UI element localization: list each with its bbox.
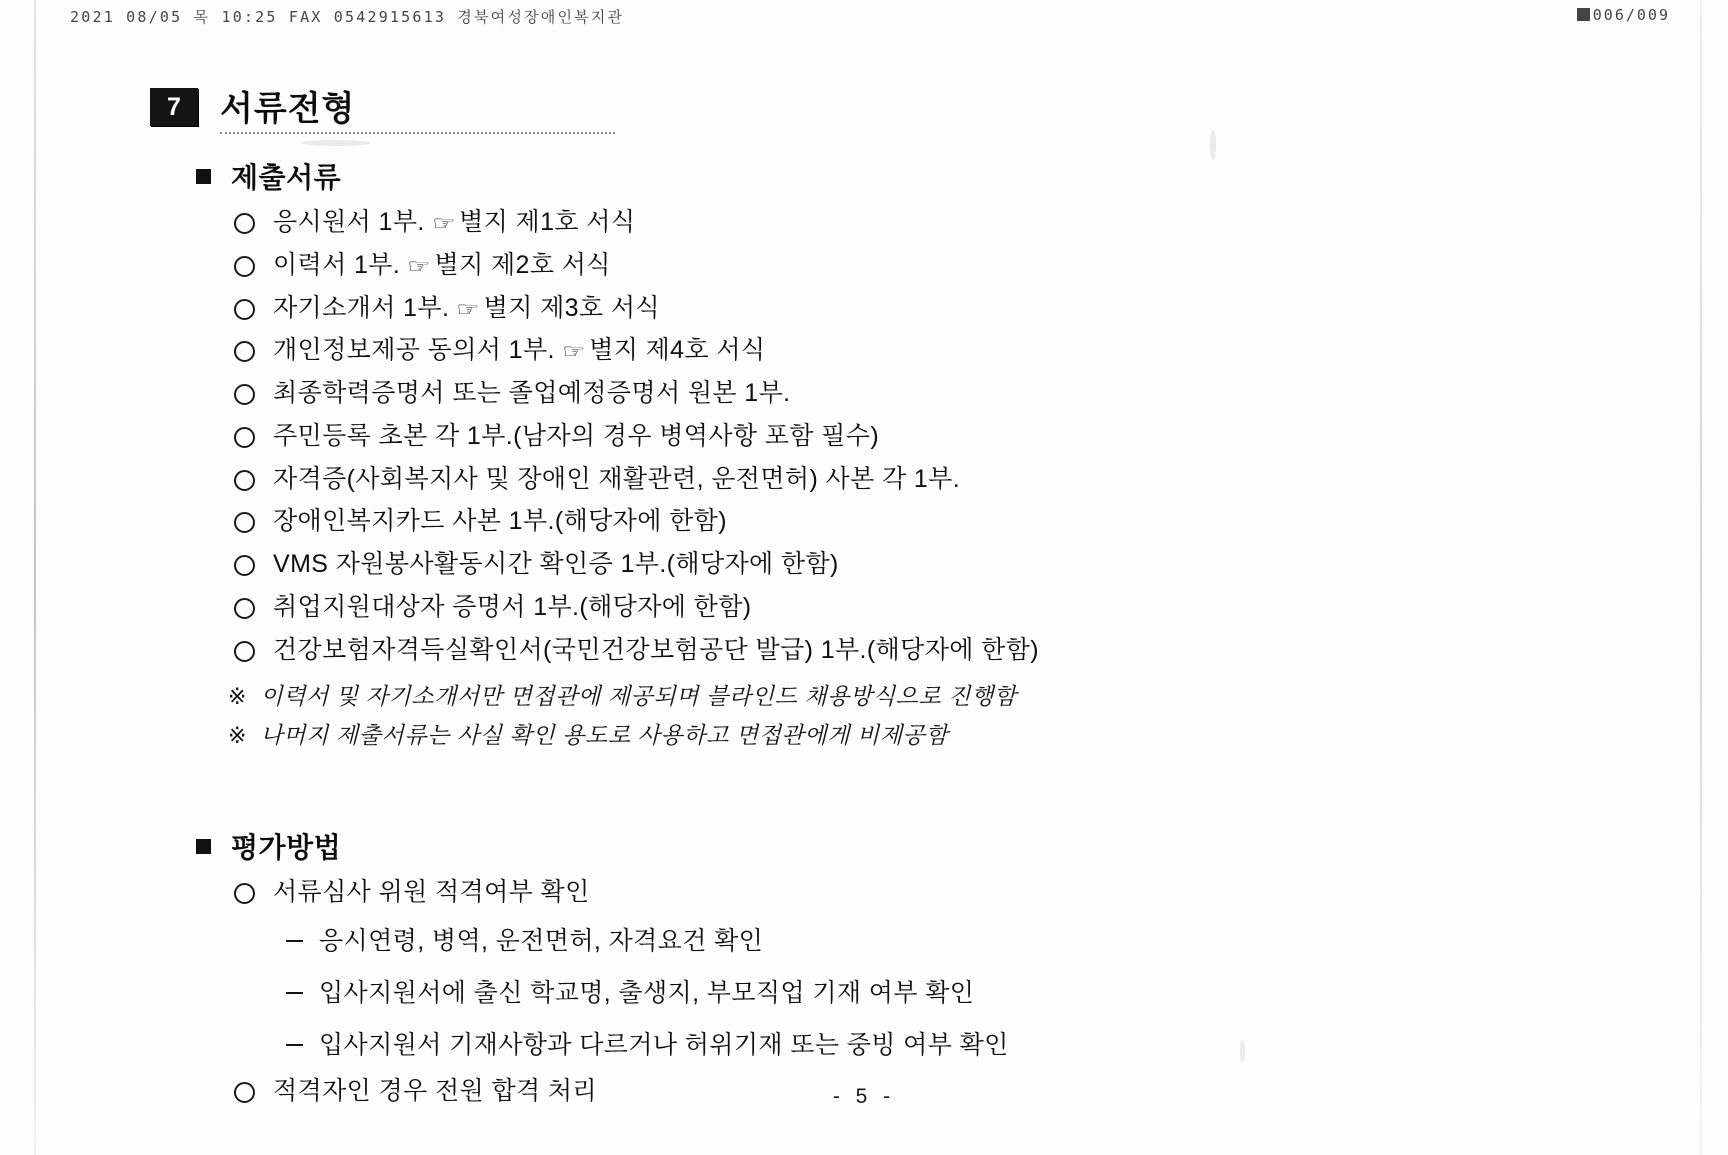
list-item-label: 장애인복지카드 사본 1부.(해당자에 한함) [273,507,727,536]
evaluation-list [234,878,1630,1106]
reference-mark-icon: ※ [228,724,247,750]
list-item [234,208,1630,237]
list-item [286,1025,1630,1061]
dash-bullet-icon [286,992,303,994]
note-line [228,678,1630,711]
reference-mark-icon: ※ [228,685,247,711]
circle-bullet-icon [234,555,255,576]
list-item-label: 이력서 1부. [273,250,401,279]
list-item-text [273,336,765,365]
scan-edge-right [1700,0,1702,1155]
circle-bullet-icon [234,470,255,491]
page-title: 서류전형 [220,81,615,134]
note-line [228,717,1630,750]
list-item-form: 별지 제4호 서식 [589,336,766,365]
hand-pointer-icon: ☞ [562,341,586,364]
list-item-label: 건강보험자격득실확인서(국민건강보험공단 발급) 1부.(해당자에 한함) [273,635,1039,664]
submission-heading [196,156,1630,196]
list-item-label: 개인정보제공 동의서 1부. [273,336,555,365]
checkbox-icon [1577,8,1590,21]
document-content [150,84,1630,1120]
list-item-text [273,208,635,237]
list-item [234,336,1630,365]
evaluation-sub-list [286,921,1630,1061]
evaluation-heading [196,826,1630,866]
circle-bullet-icon [234,512,255,533]
list-item [286,973,1630,1009]
submission-heading-label: 제출서류 [231,162,342,193]
list-item-label: 최종학력증명서 또는 졸업예정증명서 원본 1부. [273,379,791,407]
list-item [286,921,1630,957]
list-item [234,379,1630,408]
list-item-label: 서류심사 위원 적격여부 확인 [273,878,590,907]
submission-list [234,208,1630,664]
list-item [234,422,1630,451]
circle-bullet-icon [234,883,255,904]
section-number-badge: 7 [150,88,198,126]
circle-bullet-icon [234,384,255,405]
circle-bullet-icon [234,341,255,362]
list-item-label: 응시원서 1부. [273,208,425,236]
fax-header [70,6,1670,28]
list-item [234,251,1630,280]
list-item-label: 응시연령, 병역, 운전면허, 자격요건 확인 [319,927,764,955]
list-item [234,550,1630,579]
circle-bullet-icon [234,256,255,277]
dash-bullet-icon [286,1044,303,1046]
dash-bullet-icon [286,940,303,942]
list-item-label: 입사지원서 기재사항과 다르거나 허위기재 또는 중빙 여부 확인 [319,1031,1009,1059]
circle-bullet-icon [234,427,255,448]
list-item [234,593,1630,622]
list-item [234,465,1630,494]
list-item-label: 자격증(사회복지사 및 장애인 재활관련, 운전면허) 사본 각 1부. [273,464,961,493]
hand-pointer-icon: ☞ [431,213,456,235]
list-item [234,294,1630,323]
list-item-label: VMS 자원봉사활동시간 확인증 1부.(해당자에 한함) [273,550,839,578]
circle-bullet-icon [234,641,255,662]
list-item-label: 입사지원서에 출신 학교명, 출생지, 부모직업 기재 여부 확인 [319,979,975,1007]
list-item [234,636,1630,665]
hand-pointer-icon: ☞ [407,255,432,278]
list-item-text [273,294,660,323]
list-item-label: 적격자인 경우 전원 합격 처리 [273,1077,597,1105]
hand-pointer-icon: ☞ [456,298,481,321]
list-item-label: 주민등록 초본 각 1부.(남자의 경우 병역사항 포함 필수) [273,421,880,450]
list-item [234,507,1630,536]
list-item-form: 별지 제2호 서식 [434,250,611,279]
note-text: 나머지 제출서류는 사실 확인 용도로 사용하고 면접관에게 비제공함 [260,722,949,749]
list-item-form: 별지 제3호 서식 [483,293,660,322]
square-bullet-icon [196,839,211,854]
list-item-form: 별지 제1호 서식 [459,208,636,236]
scan-edge-left [34,0,36,1155]
circle-bullet-icon [234,299,255,320]
list-item-label: 취업지원대상자 증명서 1부.(해당자에 한함) [273,592,752,621]
section-title-row [150,84,1630,130]
note-text: 이력서 및 자기소개서만 면접관에 제공되며 블라인드 채용방식으로 진행함 [260,683,1017,710]
fax-header-right [1577,6,1670,24]
circle-bullet-icon [234,598,255,619]
circle-bullet-icon [234,213,255,234]
evaluation-heading-label: 평가방법 [231,832,342,864]
page-footer-number: - 5 - [832,1085,896,1108]
list-item-text [273,251,611,280]
list-item-label: 자기소개서 1부. [273,293,450,322]
list-item [234,878,1630,907]
square-bullet-icon [196,169,211,184]
fax-header-left: 2021 08/05 목 10:25 FAX 0542915613 경북여성장애인복지관 [70,8,625,26]
fax-page-count: 006/009 [1592,6,1670,24]
submission-notes [228,678,1630,750]
